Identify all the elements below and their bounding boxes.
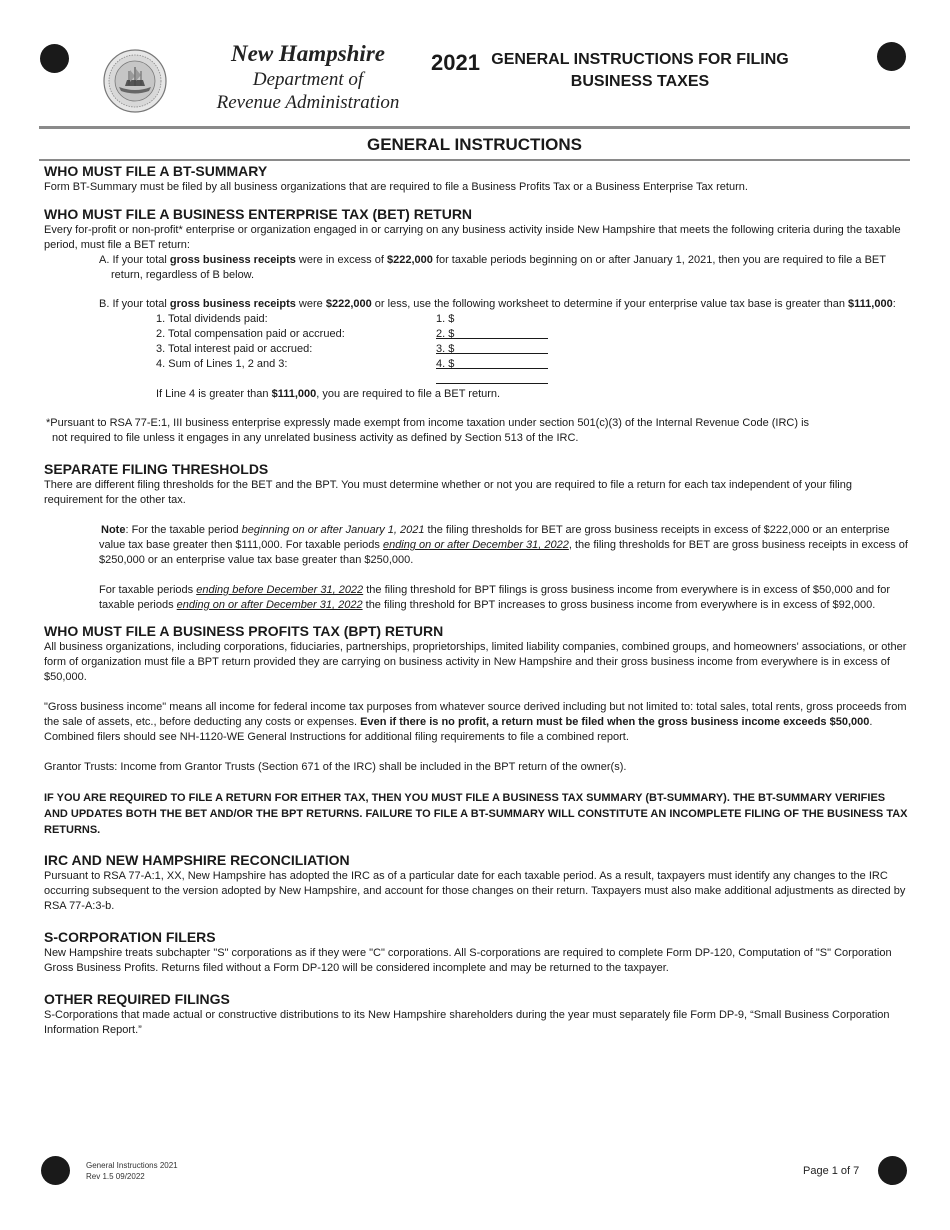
other-filings-heading: OTHER REQUIRED FILINGS [44, 991, 230, 1007]
thresholds-heading: SEPARATE FILING THRESHOLDS [44, 461, 269, 477]
agency-name [190, 40, 426, 114]
bt-summary-warning: IF YOU ARE REQUIRED TO FILE A RETURN FOR EITHER TAX, THEN YOU MUST FILE A BUSINESS TAX SUMMARY (BT-SUMMARY). THE BT-SUMMARY VERIFIES AND UPDATES BOTH THE BET AND/OR THE BPT RETURNS. FAILURE TO FILE A BT-SUMMARY WILL CONSTITUTE AN INCOMPLETE FILING OF THE BUSINESS TAX RETURNS. [44, 792, 908, 836]
bet-intro: Every for-profit or non-profit* enterprise or organization engaged in or carrying on any business activity inside New Hampshire that meets the following criteria during the taxable period, must file a BET return: [44, 224, 901, 251]
worksheet-row: 3. Total interest paid or accrued: 3. $ [156, 342, 910, 357]
page-number: Page 1 of 7 [803, 1165, 860, 1177]
document-title-line-2: BUSINESS TAXES [570, 73, 710, 90]
bet-criterion-a: A. If your total gross business receipts were in excess of $222,000 for taxable periods beginning on or after January 1, 2021, then you are required to file a BET return, regardless of B below. [99, 254, 886, 281]
agency-line-3: Revenue Administration [216, 92, 400, 113]
scorp-text: New Hampshire treats subchapter "S" corporations as if they were "C" corporations. All S-corporations are required to complete Form DP-120, Computation of "S" Corporation Gross Business Profits. Returns filed without a Form DP-120 will be considered incomplete and may be returned to the taxpayer. [44, 947, 892, 974]
bet-footnote: *Pursuant to RSA 77-E:1, III business enterprise expressly made exempt from income taxation under section 501(c)(3) of the Internal Revenue Code (IRC) is not required to file unless it engages in any unrelated business activity as defined by Section 513 of the IRC. [46, 417, 810, 444]
bpt-heading: WHO MUST FILE A BUSINESS PROFITS TAX (BPT) RETURN [44, 623, 444, 639]
footer-revision: General Instructions 2021 Rev 1.5 09/2022 [86, 1161, 178, 1181]
irc-text: Pursuant to RSA 77-A:1, XX, New Hampshire has adopted the IRC as of a particular date for each taxable period. As a result, taxpayers must identify any changes to the IRC occurring subsequent to the version adopted by New Hampshire, and account for those changes on their return. Taxpayers must also make additional adjustments as directed by RSA 77-A:3-b. [44, 870, 906, 912]
agency-line-1: New Hampshire [231, 41, 385, 66]
document-title-line-1: GENERAL INSTRUCTIONS FOR FILING [491, 51, 789, 68]
worksheet-row: 2. Total compensation paid or accrued: 2. $ [156, 327, 910, 342]
bet-threshold-note: Note: For the taxable period beginning on or after January 1, 2021 the filing thresholds for BET are gross business receipts in excess of $222,000 or an enterprise value tax base greater then $111,000. For taxable periods ending on or after December 31, 2022, the filing thresholds for BET are gross business receipts in excess of $250,000 or an enterprise value tax base greater than $250,000. [99, 524, 908, 566]
form-year: 2021 [431, 50, 480, 75]
nh-state-seal-icon [103, 49, 167, 113]
registration-mark-bottom-right [878, 1156, 907, 1185]
bt-summary-heading: WHO MUST FILE A BT-SUMMARY [44, 163, 268, 179]
bt-summary-text: Form BT-Summary must be filed by all business organizations that are required to file a Business Profits Tax or a Business Enterprise Tax return. [44, 181, 748, 193]
grantor-trusts-text: Grantor Trusts: Income from Grantor Trusts (Section 671 of the IRC) shall be included in the BPT return of the owner(s). [44, 761, 627, 773]
worksheet-line-number: 4. $ [436, 358, 455, 370]
section-title: GENERAL INSTRUCTIONS [366, 135, 583, 154]
irc-heading: IRC AND NEW HAMPSHIRE RECONCILIATION [44, 852, 350, 868]
registration-mark-top-left [40, 44, 69, 73]
bet-criterion-b: B. If your total gross business receipts were $222,000 or less, use the following worksheet to determine if your enterprise value tax base is greater than $111,000: [99, 298, 896, 310]
worksheet-conclusion: If Line 4 is greater than $111,000, you are required to file a BET return. [156, 388, 501, 400]
scorp-heading: S-CORPORATION FILERS [44, 929, 216, 945]
worksheet-line-number: 1. $ [436, 313, 455, 325]
worksheet-line-number: 3. $ [436, 343, 455, 355]
bpt-text-2: "Gross business income" means all income for federal income tax purposes from whatever source derived including but not limited to: total sales, total rents, gross proceeds from the sale of assets, etc., before deducting any costs or expenses. Even if there is no profit, a return must be filed when the gross business income exceeds $50,000. Combined filers should see NH-1120-WE General Instructions for additional filing requirements to file a combined report. [44, 701, 907, 743]
worksheet-row: 4. Sum of Lines 1, 2 and 3: 4. $ [156, 357, 910, 372]
instructions-body [44, 163, 910, 1038]
bpt-text-1: All business organizations, including corporations, fiduciaries, partnerships, proprietorships, limited liability companies, combined groups, and homeowners' associations, or other form of organization must file a BPT return provided they are carrying on business activity in New Hampshire and their gross business income from everywhere is in excess of $50,000. [44, 641, 907, 683]
bet-criteria [44, 253, 910, 312]
bpt-threshold-note: For taxable periods ending before December 31, 2022 the filing threshold for BPT filings is gross business income from everywhere is in excess of $50,000 and for taxable periods ending on or after December 31, 2022 the filing threshold for BPT increases to gross business income from everywhere is in excess of $92,000. [99, 584, 891, 611]
worksheet-row: 1. Total dividends paid: 1. $ [156, 312, 910, 327]
agency-line-2: Department of [252, 69, 364, 90]
thresholds-text: There are different filing thresholds for the BET and the BPT. You must determine whether or not you are required to file a return for each tax independent of your filing requirement for the other tax. [44, 479, 852, 506]
header-rule [39, 126, 910, 129]
worksheet-blank-4[interactable] [436, 372, 548, 384]
registration-mark-top-right [877, 42, 906, 71]
section-rule [39, 159, 910, 161]
thresholds-note [44, 523, 910, 613]
bet-heading: WHO MUST FILE A BUSINESS ENTERPRISE TAX (BET) RETURN [44, 206, 473, 222]
worksheet-line-number: 2. $ [436, 328, 455, 340]
bet-worksheet [44, 312, 910, 402]
registration-mark-bottom-left [41, 1156, 70, 1185]
document-title [490, 49, 790, 93]
other-filings-text: S-Corporations that made actual or constructive distributions to its New Hampshire shareholders during the year must separately file Form DP-9, “Small Business Corporation Information Report.” [44, 1009, 890, 1036]
